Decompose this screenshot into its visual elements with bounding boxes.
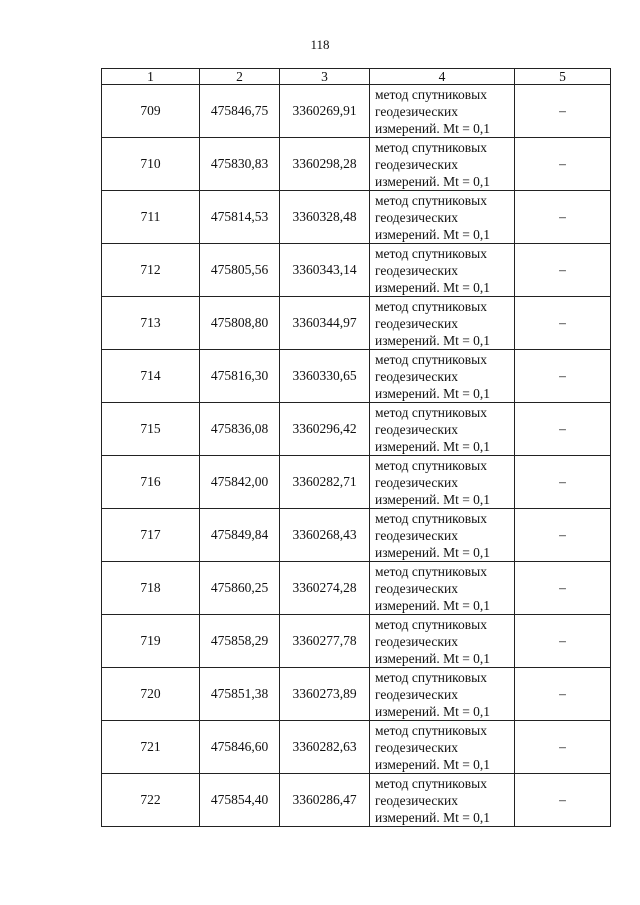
method-line-1: метод спутниковых <box>375 669 487 685</box>
method-line-1: метод спутниковых <box>375 563 487 579</box>
point-number-cell: 709 <box>102 85 200 138</box>
x-coordinate-cell: 475858,29 <box>200 615 280 668</box>
column-5-cell: – <box>515 721 611 774</box>
table-row <box>102 297 611 350</box>
method-line-2: геодезических <box>375 421 458 437</box>
method-cell <box>370 350 515 403</box>
method-line-2: геодезических <box>375 527 458 543</box>
y-coordinate-cell: 3360330,65 <box>280 350 370 403</box>
method-line-3: измерений. Mt = 0,1 <box>375 279 491 295</box>
header-cell-3: 3 <box>280 69 370 85</box>
method-line-3: измерений. Mt = 0,1 <box>375 226 491 242</box>
x-coordinate-cell: 475860,25 <box>200 562 280 615</box>
method-line-1: метод спутниковых <box>375 457 487 473</box>
method-cell <box>370 403 515 456</box>
x-coordinate-cell: 475849,84 <box>200 509 280 562</box>
method-line-3: измерений. Mt = 0,1 <box>375 597 491 613</box>
x-coordinate-cell: 475830,83 <box>200 138 280 191</box>
method-cell <box>370 456 515 509</box>
table-row <box>102 85 611 138</box>
method-line-3: измерений. Mt = 0,1 <box>375 809 491 825</box>
table-row <box>102 456 611 509</box>
point-number-cell: 717 <box>102 509 200 562</box>
x-coordinate-cell: 475805,56 <box>200 244 280 297</box>
method-cell <box>370 615 515 668</box>
table-row <box>102 615 611 668</box>
y-coordinate-cell: 3360273,89 <box>280 668 370 721</box>
column-5-cell: – <box>515 456 611 509</box>
method-line-1: метод спутниковых <box>375 510 487 526</box>
x-coordinate-cell: 475842,00 <box>200 456 280 509</box>
point-number-cell: 719 <box>102 615 200 668</box>
x-coordinate-cell: 475846,75 <box>200 85 280 138</box>
y-coordinate-cell: 3360298,28 <box>280 138 370 191</box>
table-row <box>102 562 611 615</box>
point-number-cell: 710 <box>102 138 200 191</box>
x-coordinate-cell: 475816,30 <box>200 350 280 403</box>
method-line-2: геодезических <box>375 368 458 384</box>
method-line-3: измерений. Mt = 0,1 <box>375 650 491 666</box>
header-cell-2: 2 <box>200 69 280 85</box>
x-coordinate-cell: 475814,53 <box>200 191 280 244</box>
method-line-1: метод спутниковых <box>375 86 487 102</box>
y-coordinate-cell: 3360343,14 <box>280 244 370 297</box>
method-line-3: измерений. Mt = 0,1 <box>375 332 491 348</box>
method-line-1: метод спутниковых <box>375 139 487 155</box>
method-line-3: измерений. Mt = 0,1 <box>375 120 491 136</box>
method-line-3: измерений. Mt = 0,1 <box>375 544 491 560</box>
y-coordinate-cell: 3360282,71 <box>280 456 370 509</box>
method-line-1: метод спутниковых <box>375 245 487 261</box>
page-number: 118 <box>310 37 330 52</box>
method-line-1: метод спутниковых <box>375 351 487 367</box>
method-line-3: измерений. Mt = 0,1 <box>375 703 491 719</box>
method-line-3: измерений. Mt = 0,1 <box>375 173 491 189</box>
y-coordinate-cell: 3360282,63 <box>280 721 370 774</box>
method-line-2: геодезических <box>375 262 458 278</box>
column-5-cell: – <box>515 138 611 191</box>
method-line-2: геодезических <box>375 686 458 702</box>
table-header-row <box>102 69 611 85</box>
point-number-cell: 718 <box>102 562 200 615</box>
method-line-2: геодезических <box>375 474 458 490</box>
y-coordinate-cell: 3360286,47 <box>280 774 370 827</box>
x-coordinate-cell: 475851,38 <box>200 668 280 721</box>
method-cell <box>370 297 515 350</box>
method-line-2: геодезических <box>375 792 458 808</box>
column-5-cell: – <box>515 403 611 456</box>
point-number-cell: 722 <box>102 774 200 827</box>
method-cell <box>370 668 515 721</box>
point-number-cell: 711 <box>102 191 200 244</box>
y-coordinate-cell: 3360269,91 <box>280 85 370 138</box>
header-cell-1: 1 <box>102 69 200 85</box>
table-row <box>102 509 611 562</box>
method-line-2: геодезических <box>375 580 458 596</box>
header-cell-5: 5 <box>515 69 611 85</box>
method-cell <box>370 562 515 615</box>
column-5-cell: – <box>515 562 611 615</box>
table-row <box>102 668 611 721</box>
column-5-cell: – <box>515 85 611 138</box>
point-number-cell: 716 <box>102 456 200 509</box>
column-5-cell: – <box>515 244 611 297</box>
table-row <box>102 244 611 297</box>
point-number-cell: 712 <box>102 244 200 297</box>
method-line-1: метод спутниковых <box>375 616 487 632</box>
method-line-2: геодезических <box>375 315 458 331</box>
method-cell <box>370 774 515 827</box>
table-row <box>102 138 611 191</box>
method-line-2: геодезических <box>375 633 458 649</box>
point-number-cell: 713 <box>102 297 200 350</box>
method-cell <box>370 509 515 562</box>
method-line-1: метод спутниковых <box>375 722 487 738</box>
table-row <box>102 721 611 774</box>
table-row <box>102 403 611 456</box>
column-5-cell: – <box>515 350 611 403</box>
y-coordinate-cell: 3360268,43 <box>280 509 370 562</box>
point-number-cell: 721 <box>102 721 200 774</box>
x-coordinate-cell: 475854,40 <box>200 774 280 827</box>
method-cell <box>370 85 515 138</box>
column-5-cell: – <box>515 774 611 827</box>
x-coordinate-cell: 475846,60 <box>200 721 280 774</box>
method-line-1: метод спутниковых <box>375 775 487 791</box>
header-cell-4: 4 <box>370 69 515 85</box>
coordinates-table <box>101 68 611 827</box>
method-line-2: геодезических <box>375 209 458 225</box>
point-number-cell: 720 <box>102 668 200 721</box>
method-line-3: измерений. Mt = 0,1 <box>375 385 491 401</box>
y-coordinate-cell: 3360344,97 <box>280 297 370 350</box>
point-number-cell: 715 <box>102 403 200 456</box>
method-line-2: геодезических <box>375 156 458 172</box>
method-line-3: измерений. Mt = 0,1 <box>375 438 491 454</box>
x-coordinate-cell: 475808,80 <box>200 297 280 350</box>
method-line-2: геодезических <box>375 739 458 755</box>
method-line-1: метод спутниковых <box>375 192 487 208</box>
column-5-cell: – <box>515 297 611 350</box>
y-coordinate-cell: 3360274,28 <box>280 562 370 615</box>
method-line-1: метод спутниковых <box>375 404 487 420</box>
column-5-cell: – <box>515 615 611 668</box>
column-5-cell: – <box>515 191 611 244</box>
method-cell <box>370 191 515 244</box>
y-coordinate-cell: 3360277,78 <box>280 615 370 668</box>
column-5-cell: – <box>515 668 611 721</box>
method-line-3: измерений. Mt = 0,1 <box>375 756 491 772</box>
x-coordinate-cell: 475836,08 <box>200 403 280 456</box>
y-coordinate-cell: 3360328,48 <box>280 191 370 244</box>
table-row <box>102 350 611 403</box>
method-line-3: измерений. Mt = 0,1 <box>375 491 491 507</box>
point-number-cell: 714 <box>102 350 200 403</box>
method-cell <box>370 721 515 774</box>
method-line-1: метод спутниковых <box>375 298 487 314</box>
method-line-2: геодезических <box>375 103 458 119</box>
table-row <box>102 191 611 244</box>
table-row <box>102 774 611 827</box>
method-cell <box>370 244 515 297</box>
method-cell <box>370 138 515 191</box>
y-coordinate-cell: 3360296,42 <box>280 403 370 456</box>
column-5-cell: – <box>515 509 611 562</box>
